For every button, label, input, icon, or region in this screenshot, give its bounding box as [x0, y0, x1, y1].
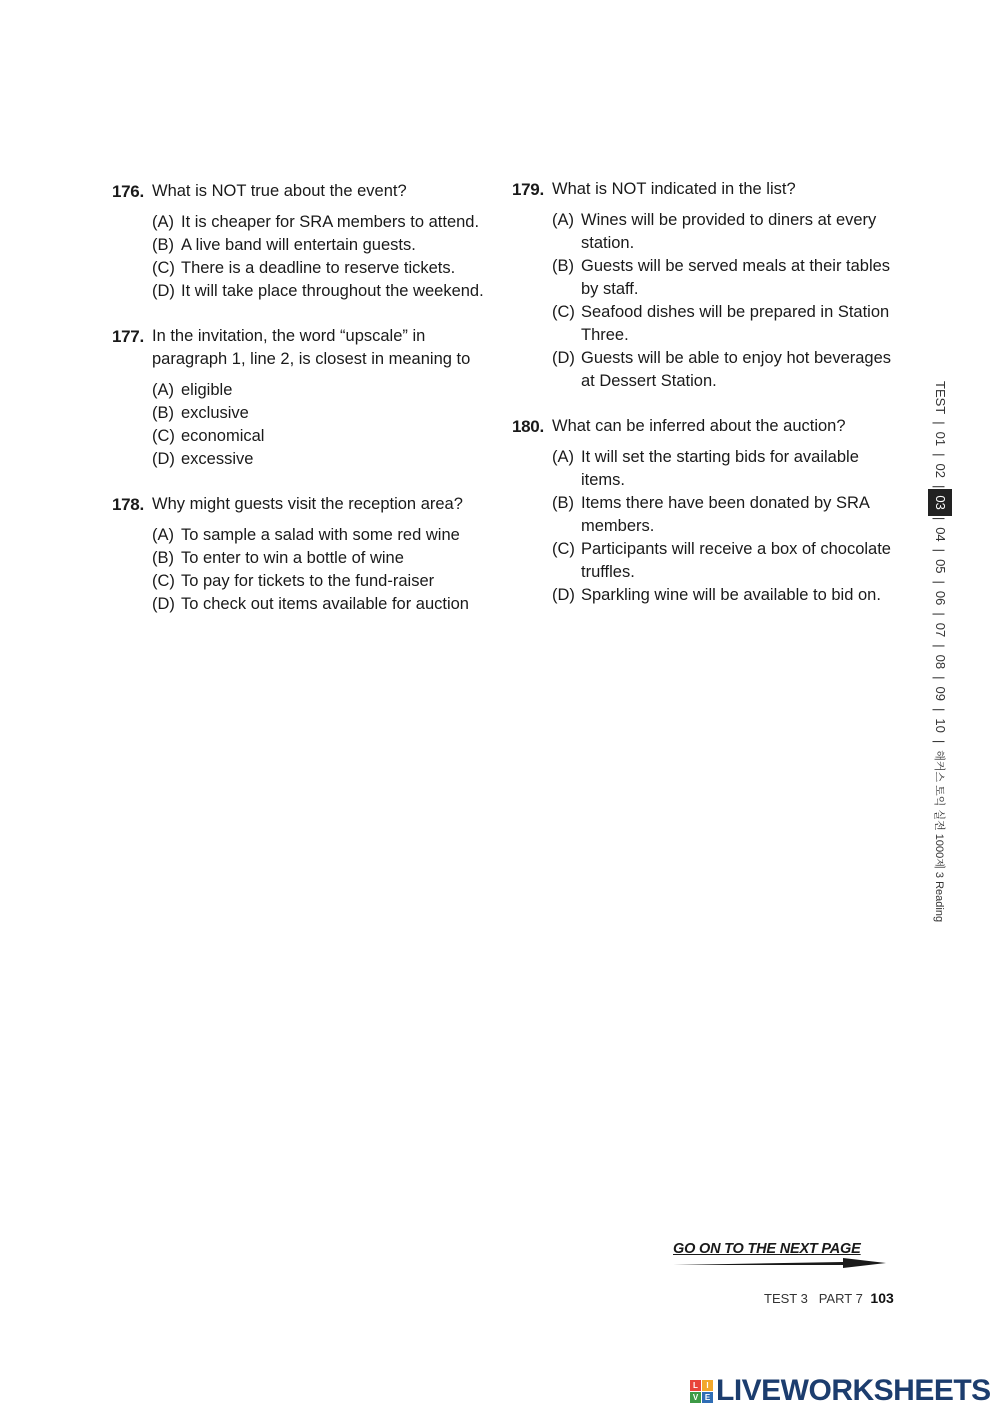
left-question-column	[112, 180, 492, 638]
answer-choices	[152, 524, 492, 616]
answer-choice[interactable]	[152, 448, 492, 471]
answer-choice[interactable]	[152, 211, 492, 234]
choice-letter: (B)	[152, 549, 174, 567]
answer-choice[interactable]	[552, 446, 892, 492]
question-text: What is NOT true about the event?	[152, 182, 407, 200]
answer-choice[interactable]	[552, 301, 892, 347]
tab-divider: |	[932, 421, 948, 425]
logo-tile: L	[690, 1380, 701, 1391]
tab-divider: |	[932, 644, 948, 648]
logo-tile: V	[690, 1392, 701, 1403]
choice-text: Guests will be able to enjoy hot beverages at Dessert Station.	[581, 349, 892, 390]
answer-choice[interactable]	[552, 492, 892, 538]
go-next-text: GO ON TO THE NEXT PAGE	[673, 1241, 861, 1257]
right-question-column	[512, 178, 892, 629]
question-number: 178.	[112, 495, 144, 514]
choice-text: It will set the starting bids for available items.	[581, 448, 859, 489]
choice-letter: (C)	[152, 427, 175, 445]
choice-letter: (A)	[152, 526, 174, 544]
question-head	[112, 180, 492, 203]
choice-letter: (C)	[552, 303, 575, 321]
liveworksheets-brand	[690, 1374, 991, 1408]
tab-divider: |	[932, 739, 948, 744]
question-head	[112, 325, 492, 371]
question-180	[512, 415, 892, 607]
choice-text: excessive	[181, 450, 254, 468]
choice-letter: (B)	[152, 404, 174, 422]
answer-choice[interactable]	[152, 234, 492, 257]
choice-text: To pay for tickets to the fund-raiser	[181, 572, 435, 590]
question-176	[112, 180, 492, 303]
choice-text: A live band will entertain guests.	[181, 236, 416, 254]
logo-tile: I	[702, 1380, 713, 1391]
answer-choice[interactable]	[152, 425, 492, 448]
liveworksheets-logo-icon	[690, 1380, 713, 1403]
choice-letter: (C)	[552, 540, 575, 558]
tab-test-label: TEST	[933, 381, 948, 415]
tab-divider: |	[932, 580, 948, 584]
question-number: 176.	[112, 182, 144, 201]
choice-letter: (A)	[552, 211, 574, 229]
tab-test-10: 10	[933, 718, 948, 733]
choice-letter: (C)	[152, 572, 175, 590]
tab-test-05: 05	[933, 559, 948, 574]
choice-text: Wines will be provided to diners at every station.	[581, 211, 877, 252]
choice-letter: (D)	[552, 586, 575, 604]
question-number: 177.	[112, 327, 144, 346]
answer-choice[interactable]	[152, 402, 492, 425]
question-text: Why might guests visit the reception area?	[152, 495, 463, 513]
tab-test-08: 08	[933, 654, 948, 670]
choice-letter: (D)	[152, 450, 175, 468]
brand-text: LIVEWORKSHEETS	[716, 1374, 991, 1407]
answer-choices	[552, 209, 892, 393]
choice-letter: (A)	[152, 381, 174, 399]
answer-choices	[152, 211, 492, 303]
question-177	[112, 325, 492, 471]
choice-letter: (D)	[152, 595, 175, 613]
tab-divider: |	[932, 484, 948, 489]
question-text: In the invitation, the word “upscale” in paragraph 1, line 2, is closest in meaning to	[152, 327, 471, 368]
answer-choices	[152, 379, 492, 471]
answer-choice[interactable]	[552, 209, 892, 255]
question-number: 179.	[512, 180, 544, 199]
choice-text: Participants will receive a box of chocolate truffles.	[581, 540, 891, 581]
answer-choice[interactable]	[152, 570, 492, 593]
choice-letter: (D)	[152, 282, 175, 300]
choice-text: To enter to win a bottle of wine	[181, 549, 404, 567]
answer-choice[interactable]	[152, 280, 492, 303]
choice-letter: (A)	[152, 213, 174, 231]
choice-letter: (B)	[152, 236, 174, 254]
question-head	[512, 178, 892, 201]
choice-text: Items there have been donated by SRA members.	[581, 494, 870, 535]
question-head	[112, 493, 492, 516]
question-178	[112, 493, 492, 616]
answer-choice[interactable]	[152, 524, 492, 547]
tab-test-03: 03	[928, 489, 952, 515]
question-head	[512, 415, 892, 438]
test-side-tab	[927, 375, 953, 1015]
choice-letter: (C)	[152, 259, 175, 277]
choice-letter: (D)	[552, 349, 575, 367]
tab-test-07: 07	[933, 622, 948, 638]
choice-letter: (B)	[552, 494, 574, 512]
footer-test-label: TEST 3	[764, 1291, 808, 1306]
choice-text: There is a deadline to reserve tickets.	[181, 259, 456, 277]
tab-divider: |	[932, 453, 948, 457]
answer-choices	[552, 446, 892, 607]
choice-text: eligible	[181, 381, 233, 399]
choice-text: To check out items available for auction	[181, 595, 469, 613]
footer-part-label: PART 7	[818, 1291, 863, 1306]
choice-letter: (A)	[552, 448, 574, 466]
question-number: 180.	[512, 417, 544, 436]
choice-letter: (B)	[552, 257, 574, 275]
tab-divider: |	[932, 707, 948, 712]
choice-text: It is cheaper for SRA members to attend.	[181, 213, 480, 231]
tab-test-02: 02	[933, 463, 948, 478]
choice-text: To sample a salad with some red wine	[181, 526, 460, 544]
answer-choice[interactable]	[552, 255, 892, 301]
page-number: 103	[870, 1290, 894, 1306]
answer-choice[interactable]	[152, 379, 492, 402]
answer-choice[interactable]	[552, 538, 892, 584]
question-179	[512, 178, 892, 393]
tab-divider: |	[932, 548, 948, 553]
book-title: 해커스 토익 실전 1000제 3 Reading	[933, 750, 945, 923]
go-on-next-page	[673, 1240, 888, 1270]
choice-text: It will take place throughout the weekend.	[181, 282, 484, 300]
tab-test-01: 01	[933, 431, 948, 447]
answer-choice[interactable]	[552, 584, 892, 607]
choice-text: Guests will be served meals at their tables by staff.	[581, 257, 891, 298]
tab-test-04: 04	[933, 527, 948, 542]
question-text: What is NOT indicated in the list?	[552, 180, 796, 198]
page-footer	[764, 1290, 894, 1306]
choice-text: Sparkling wine will be available to bid on.	[581, 586, 881, 604]
answer-choice[interactable]	[152, 593, 492, 616]
question-text: What can be inferred about the auction?	[552, 417, 846, 435]
tab-test-06: 06	[933, 590, 948, 606]
tab-divider: |	[932, 612, 948, 616]
choice-text: Seafood dishes will be prepared in Station Three.	[581, 303, 890, 344]
answer-choice[interactable]	[152, 547, 492, 570]
tab-divider: |	[932, 676, 948, 680]
choice-text: economical	[181, 427, 265, 445]
side-tab-strip	[927, 375, 953, 1015]
logo-tile: E	[702, 1392, 713, 1403]
answer-choice[interactable]	[152, 257, 492, 280]
answer-choice[interactable]	[552, 347, 892, 393]
arrow-right-icon	[673, 1256, 888, 1270]
tab-divider: |	[932, 516, 948, 521]
choice-text: exclusive	[181, 404, 249, 422]
tab-test-09: 09	[933, 686, 948, 701]
